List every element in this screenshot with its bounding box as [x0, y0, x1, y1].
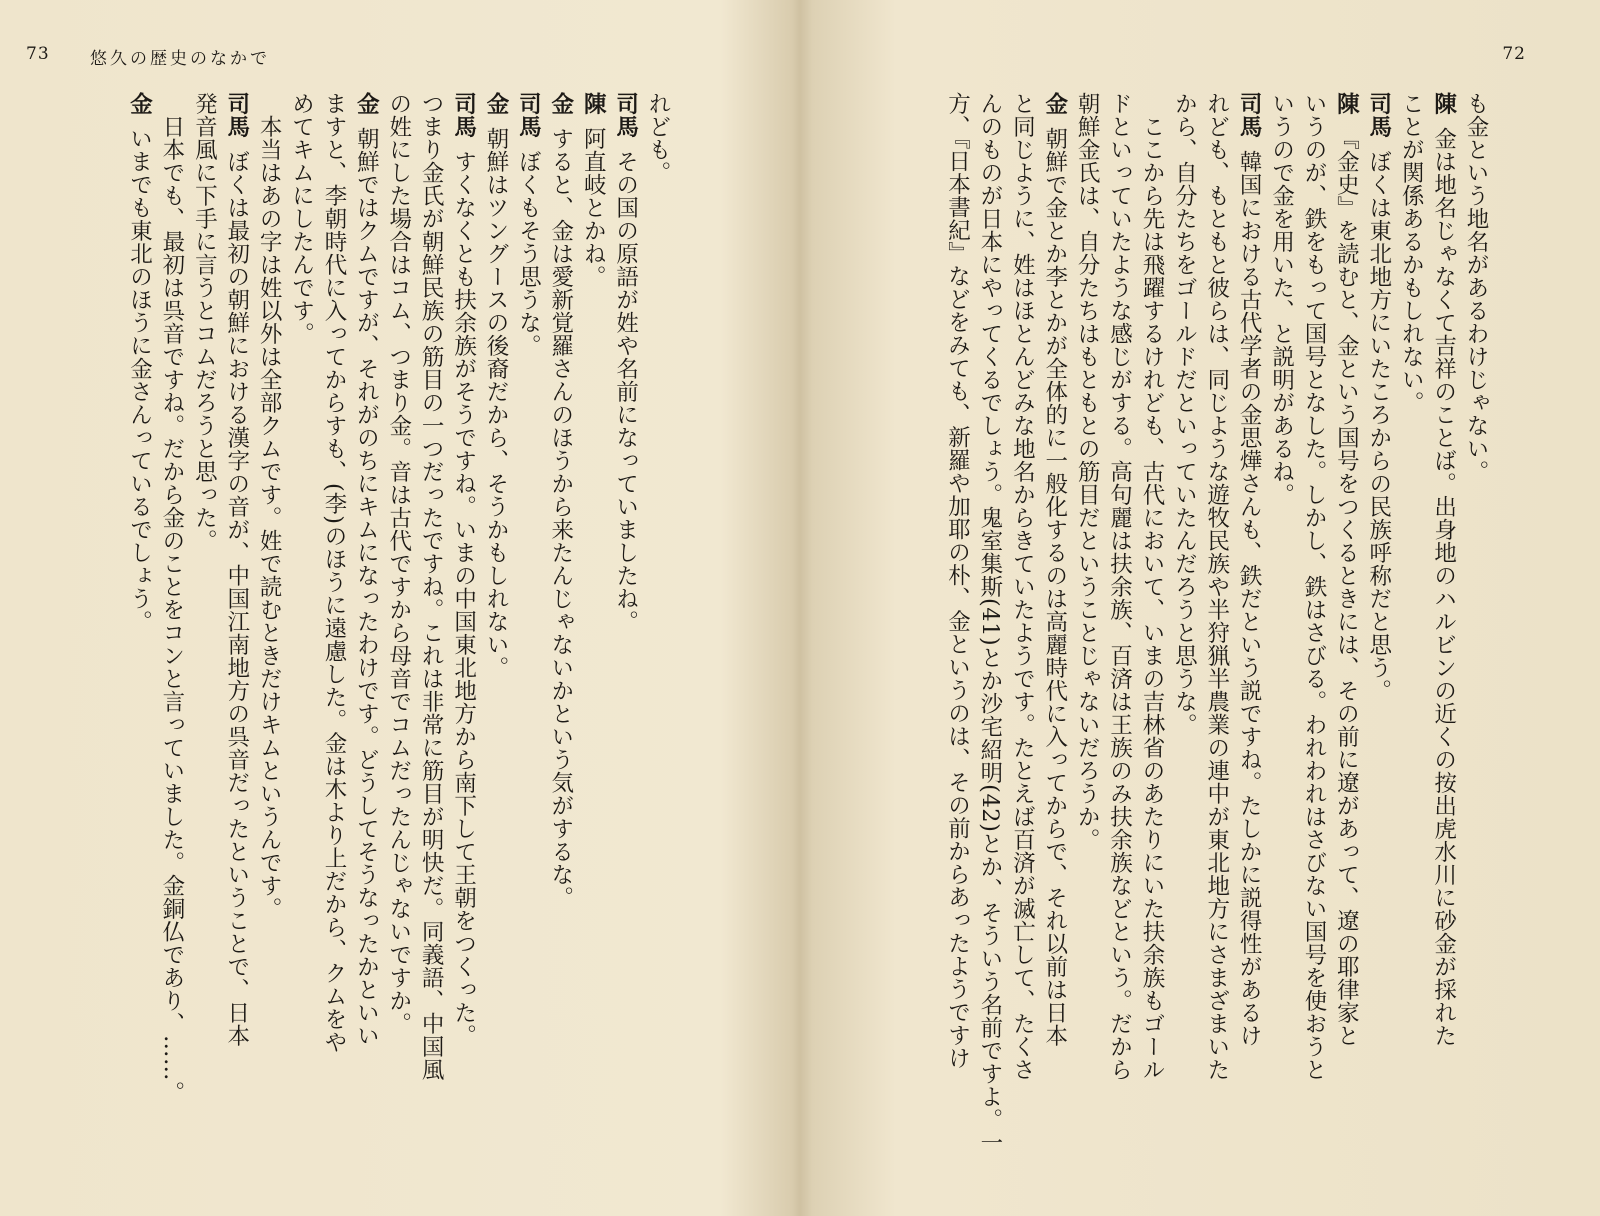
line-text: つまり金氏が朝鮮民族の筋目の一つだったですね。これは非常に筋目が明快だ。同義語、中国風: [418, 92, 445, 1081]
line-text: から、自分たちをゴールドだといっていたんだろうと思うな。: [1171, 92, 1198, 736]
line-text: んのものが日本にやってくるでしょう。鬼室集斯(41)とか沙宅紹明(42)とか、そういう名前ですよ。一: [976, 92, 1003, 1155]
line-text: 方、『日本書紀』などをみても、新羅や加耶の朴、金というのは、その前からあったようですけ: [944, 92, 971, 1070]
speaker-label: 司馬: [450, 92, 477, 138]
text-line: [415, 92, 447, 1192]
speaker-label: 司馬: [612, 92, 639, 138]
text-line: [609, 92, 641, 1192]
line-text: 金は地名じゃなくて吉祥のことば。出身地のハルビンの近くの按出虎水川に砂金が採れた: [1430, 127, 1457, 1047]
speaker-label: 司馬: [1236, 92, 1263, 138]
speaker-label: 金: [1041, 92, 1068, 115]
speaker-label: 司馬: [223, 92, 250, 138]
line-text: ドといっていたような感じがする。高句麗は扶余族、百済は王族のみ扶余族などという。だから: [1106, 92, 1133, 1081]
line-text: 朝鮮で金とか李とかが全体的に一般化するのは高麗時代に入ってからで、それ以前は日本: [1041, 127, 1068, 1047]
text-line: [253, 92, 285, 1192]
line-text: ここから先は飛躍するけれども、古代において、いまの吉林省のあたりにいた扶余族もゴール: [1138, 92, 1165, 1081]
line-text: れども、もともと彼らは、同じような遊牧民族や半狩猟半農業の連中が東北地方にさまざまいた: [1203, 92, 1230, 1081]
line-text: ことが関係あるかもしれない。: [1398, 92, 1425, 414]
text-line: [941, 92, 973, 1192]
speaker-label: 金: [547, 92, 574, 115]
line-text: いうのが、鉄をもって国号となした。しかし、鉄はさびる。われわれはさびない国号を使おうと: [1300, 92, 1327, 1081]
text-line: [1265, 92, 1297, 1192]
line-text: その国の原語が姓や名前になっていましたね。: [612, 150, 639, 633]
line-text: 日本でも、最初は呉音ですね。だから金のことをコンと言っていました。金銅仏であり、……。: [158, 92, 185, 1104]
line-text: ぼくもそう思うな。: [515, 150, 542, 357]
line-text: ますと、李朝時代に入ってからすも、(李)のほうに遠慮した。金は木より上だから、クムをや: [320, 92, 347, 1054]
text-line: [1298, 92, 1330, 1192]
speaker-label: 司馬: [1365, 92, 1392, 138]
text-line: [1136, 92, 1168, 1192]
speaker-label: 陳: [1333, 92, 1360, 115]
speaker-label: 金: [126, 92, 153, 115]
text-line: [156, 92, 188, 1192]
text-line: [1427, 92, 1459, 1192]
text-line: [480, 92, 512, 1192]
text-line: [285, 92, 317, 1192]
right-page: [800, 0, 1600, 1216]
speaker-label: 金: [353, 92, 380, 115]
text-line: [974, 92, 1006, 1192]
text-line: [512, 92, 544, 1192]
line-text: ぼくは東北地方にいたころからの民族呼称だと思う。: [1365, 150, 1392, 702]
text-line: [642, 92, 674, 1192]
text-line: [544, 92, 576, 1192]
line-text: めてキムにしたんです。: [288, 92, 315, 345]
page-number: 73: [26, 44, 50, 64]
text-line: [350, 92, 382, 1192]
line-text: と同じように、姓はほとんどみな地名からきていたようです。たとえば百済が滅亡して、たくさ: [1009, 92, 1036, 1081]
text-line: [123, 92, 155, 1192]
text-line: [1103, 92, 1135, 1192]
line-text: すくなくとも扶余族がそうですね。いまの中国東北地方から南下して王朝をつくった。: [450, 150, 477, 1047]
line-text: 発音風に下手に言うとコムだろうと思った。: [191, 92, 218, 552]
text-line: [1362, 92, 1394, 1192]
page-number: 72: [1502, 44, 1526, 64]
speaker-label: 金: [482, 92, 509, 115]
text-line: [1330, 92, 1362, 1192]
text-line: [447, 92, 479, 1192]
speaker-label: 司馬: [515, 92, 542, 138]
line-text: ぼくは最初の朝鮮における漢字の音が、中国江南地方の呉音だったということで、日本: [223, 150, 250, 1047]
speaker-label: 陳: [580, 92, 607, 115]
text-line: [577, 92, 609, 1192]
left-page-text: [123, 92, 674, 1192]
text-line: [318, 92, 350, 1192]
line-text: 韓国における古代学者の金思燁さんも、鉄だという説ですね。たしかに説得性があるけ: [1236, 150, 1263, 1047]
running-title: 悠久の歴史のなかで: [90, 49, 270, 69]
text-line: [1038, 92, 1070, 1192]
line-text: 『金史』を読むと、金という国号をつくるときには、その前に遼があって、遼の耶律家と: [1333, 127, 1360, 1047]
line-text: 本当はあの字は姓以外は全部クムです。姓で読むときだけキムというんです。: [256, 92, 283, 920]
line-text: 朝鮮ではクムですが、それがのちにキムになったわけです。どうしてそうなったかといい: [353, 127, 380, 1047]
line-text: いまでも東北のほうに金さんっているでしょう。: [126, 127, 153, 633]
line-text: 朝鮮はツングースの後裔だから、そうかもしれない。: [482, 127, 509, 679]
text-line: [1071, 92, 1103, 1192]
text-line: [1460, 92, 1492, 1192]
line-text: 阿直岐とかね。: [580, 127, 607, 288]
speaker-label: 陳: [1430, 92, 1457, 115]
right-page-text: [941, 92, 1492, 1192]
text-line: [220, 92, 252, 1192]
text-line: [1200, 92, 1232, 1192]
text-line: [1233, 92, 1265, 1192]
line-text: いうので金を用いた、と説明があるね。: [1268, 92, 1295, 506]
text-line: [1168, 92, 1200, 1192]
text-line: [1395, 92, 1427, 1192]
text-line: [1006, 92, 1038, 1192]
line-text: れども。: [645, 92, 671, 184]
text-line: [382, 92, 414, 1192]
line-text: の姓にした場合はコム、つまり金。音は古代ですから母音でコムだったんじゃないですか。: [385, 92, 412, 1035]
line-text: 朝鮮金氏は、自分たちはもともとの筋目だということじゃないだろうか。: [1074, 92, 1101, 851]
line-text: すると、金は愛新覚羅さんのほうから来たんじゃないかという気がするな。: [547, 127, 574, 909]
text-line: [188, 92, 220, 1192]
line-text: も金という地名があるわけじゃない。: [1463, 92, 1489, 483]
